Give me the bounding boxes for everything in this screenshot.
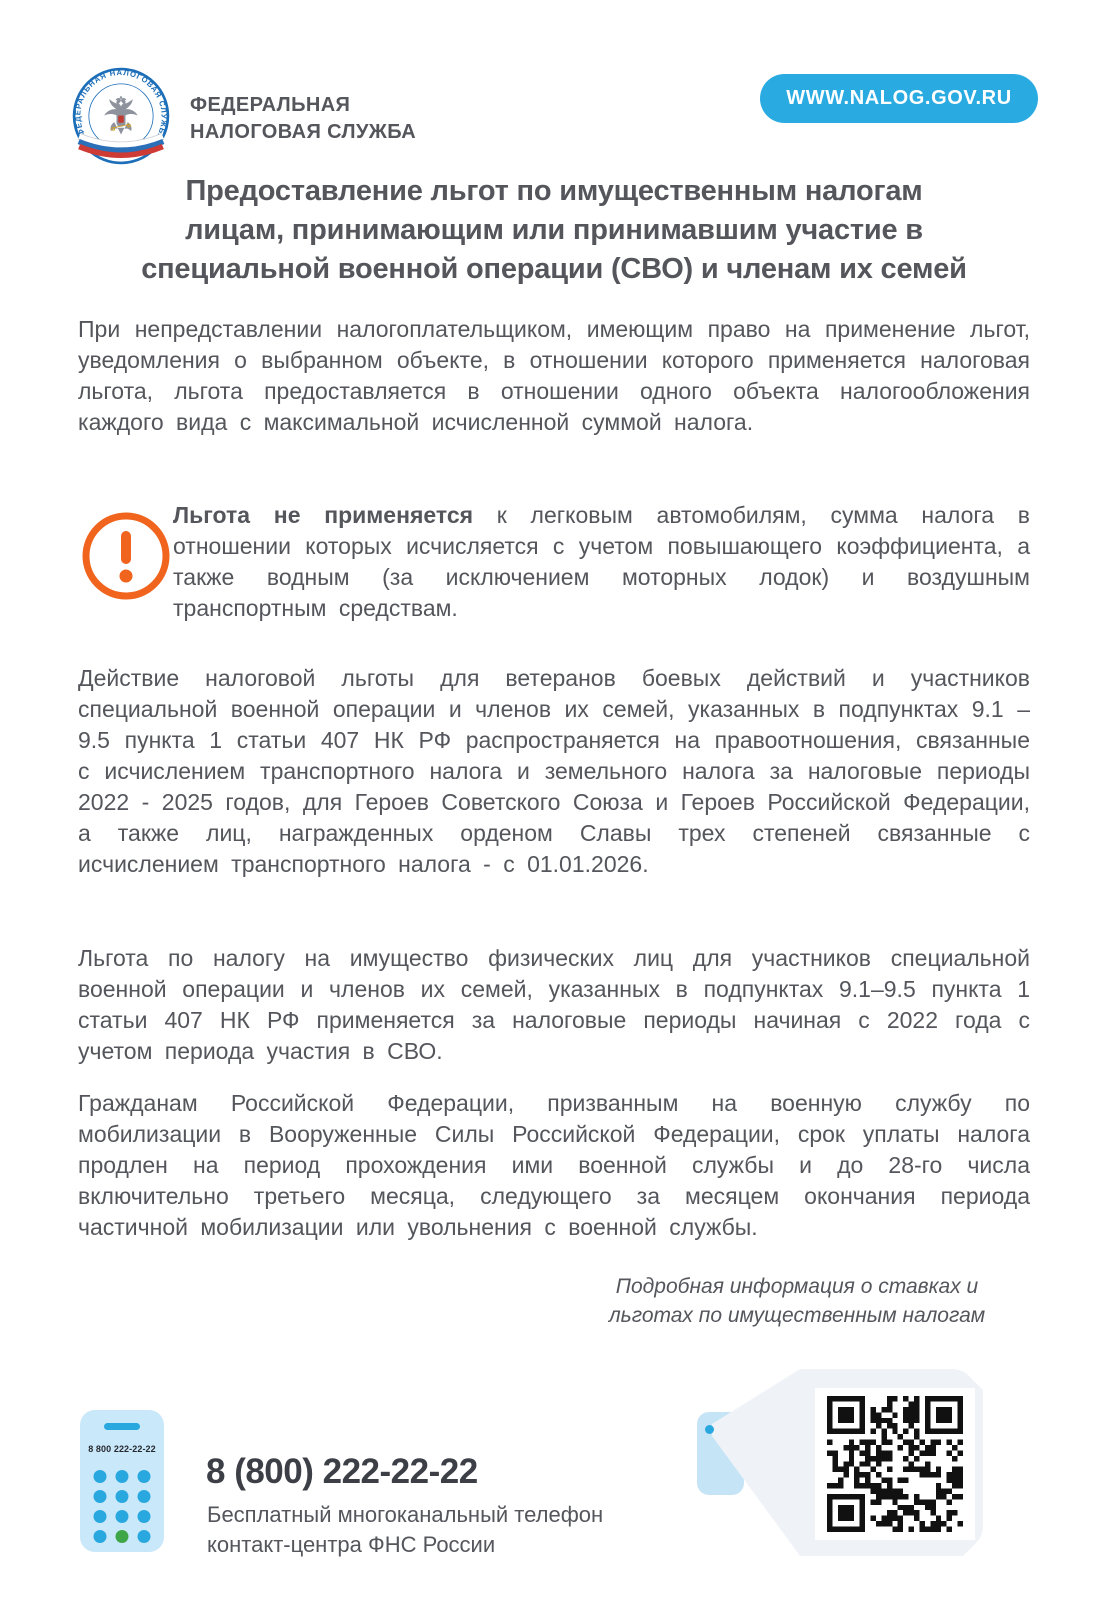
phone-speaker-bar — [104, 1423, 140, 1430]
intro-paragraph: При непредставлении налогоплательщиком, имеющим право на применение льгот, уведомления о выбранном объекте, в отношении которого применяется налоговая льгота, льгота предоставляется в отношении одного объекта налогообложения каждого вида с максимальной исчисленной суммой налога. — [78, 316, 1030, 435]
emblem-ring-text: ФЕДЕРАЛЬНАЯ НАЛОГОВАЯ СЛУЖБА — [73, 67, 169, 143]
phone-icon — [80, 1410, 164, 1552]
keypad-dot — [116, 1490, 129, 1503]
keypad-dot-green — [116, 1530, 129, 1543]
body-paragraph: Льгота по налогу на имущество физических лиц для участников специальной военной операции и членов их семей, указанных в подпунктах 9.1–9.5 пункта 1 статьи 407 НК РФ применяется за налоговые периоды начиная с 2022 года с учетом периода участия в СВО. — [78, 945, 1030, 1064]
phone-description-line2: контакт-центра ФНС России — [207, 1532, 496, 1557]
fns-emblem-icon — [70, 62, 172, 170]
body-paragraph: Действие налоговой льготы для ветеранов боевых действий и участников специальной военной операции и членов их семей, указанных в подпунктах 9.1 – 9.5 пункта 1 статьи 407 НК РФ распространяется на правоотношения, связанные с исчислением транспортного налога и земельного налога за налоговые периоды 2022 - 2025 годов, для Героев Советского Союза и Героев Российской Федерации, а также лиц, награжденных орденом Славы трех степеней связанные с исчислением транспортного налога - с 01.01.2026. — [78, 665, 1030, 877]
warning-exclamation-icon — [80, 510, 172, 602]
phone-description — [207, 1500, 603, 1560]
org-name-line2: НАЛОГОВАЯ СЛУЖБА — [190, 121, 417, 143]
keypad-dot — [94, 1470, 107, 1483]
shield-icon — [118, 115, 124, 122]
qr-note — [602, 1272, 992, 1330]
qr-code[interactable] — [815, 1388, 975, 1540]
phone-icon-label: 8 800 222-22-22 — [88, 1444, 156, 1454]
phone-keypad-dots — [94, 1470, 151, 1543]
page-title-line1: Предоставление льгот по имущественным налогам — [185, 175, 923, 207]
keypad-dot — [138, 1510, 151, 1523]
qr-note-line2: льготах по имущественным налогам — [608, 1304, 986, 1327]
keypad-dot — [94, 1510, 107, 1523]
keypad-dot — [138, 1530, 151, 1543]
keypad-dot — [94, 1530, 107, 1543]
warning-paragraph — [173, 500, 1030, 624]
page-title-line3: специальной военной операции (СВО) и членам их семей — [141, 253, 967, 285]
keypad-dot — [138, 1470, 151, 1483]
phone-number: 8 (800) 222-22-22 — [206, 1452, 478, 1491]
camera-dot-icon — [705, 1425, 714, 1434]
page-title-line2: лицам, принимающим или принимавшим участие в — [185, 214, 923, 246]
org-name-line1: ФЕДЕРАЛЬНАЯ — [190, 94, 351, 116]
phone-description-line1: Бесплатный многоканальный телефон — [207, 1502, 604, 1527]
keypad-dot — [138, 1490, 151, 1503]
page-title — [40, 172, 1068, 289]
keypad-dot — [94, 1490, 107, 1503]
keypad-dot — [116, 1510, 129, 1523]
website-button[interactable]: WWW.NALOG.GOV.RU — [760, 74, 1038, 123]
warning-body: к легковым автомобилям, сумма налога в отношении которых исчисляется с учетом повышающего коэффициента, а также водным (за исключением моторных лодок) и воздушным транспортным средствам. — [173, 502, 1030, 621]
body-paragraph: Гражданам Российской Федерации, призванным на военную службу по мобилизации в Вооруженные Силы Российской Федерации, срок уплаты налога продлен на период прохождения ими военной службы и до 28-го числа включительно третьего месяца, следующего за месяцем окончания периода частичной мобилизации или увольнения с военной службы. — [78, 1090, 1030, 1240]
keypad-dot — [116, 1470, 129, 1483]
org-name — [190, 92, 416, 146]
qr-note-line1: Подробная информация о ставках и — [615, 1275, 979, 1298]
warning-lead: Льгота не применяется — [173, 502, 474, 528]
